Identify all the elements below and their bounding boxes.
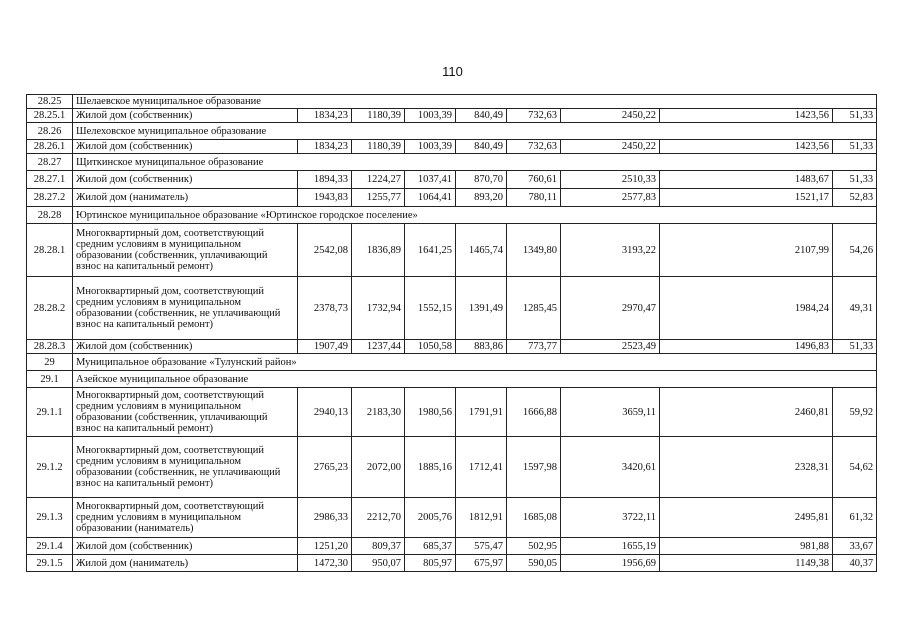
value-cell-6: 2577,83 bbox=[561, 189, 660, 207]
value-cell-6: 3420,61 bbox=[561, 437, 660, 498]
table-row bbox=[27, 140, 877, 154]
value-cell-4: 575,47 bbox=[456, 538, 507, 555]
value-cell-8: 51,33 bbox=[833, 109, 877, 123]
value-cell-4: 1812,91 bbox=[456, 498, 507, 538]
row-code: 29 bbox=[27, 354, 73, 371]
section-title: Муниципальное образование «Тулунский район» bbox=[73, 354, 877, 371]
value-cell-4: 883,86 bbox=[456, 340, 507, 354]
value-cell-7: 1483,67 bbox=[660, 171, 833, 189]
row-code: 28.28.1 bbox=[27, 224, 73, 277]
value-cell-8: 61,32 bbox=[833, 498, 877, 538]
table-row bbox=[27, 437, 877, 498]
row-description: Многоквартирный дом, соответствующий средним условиям в муниципальном образовании (собственник, уплачивающий взнос на капитальный ремонт) bbox=[73, 224, 298, 277]
table-row bbox=[27, 555, 877, 572]
row-code: 29.1.2 bbox=[27, 437, 73, 498]
value-cell-2: 2072,00 bbox=[352, 437, 405, 498]
section-row bbox=[27, 371, 877, 388]
value-cell-7: 1423,56 bbox=[660, 140, 833, 154]
value-cell-8: 54,26 bbox=[833, 224, 877, 277]
row-code: 28.27.1 bbox=[27, 171, 73, 189]
page-number: 110 bbox=[442, 64, 463, 79]
value-cell-3: 805,97 bbox=[405, 555, 456, 572]
value-cell-5: 760,61 bbox=[507, 171, 561, 189]
value-cell-3: 1552,15 bbox=[405, 277, 456, 340]
row-code: 28.28.3 bbox=[27, 340, 73, 354]
table-row bbox=[27, 109, 877, 123]
value-cell-3: 1050,58 bbox=[405, 340, 456, 354]
value-cell-2: 2212,70 bbox=[352, 498, 405, 538]
value-cell-5: 502,95 bbox=[507, 538, 561, 555]
value-cell-5: 780,11 bbox=[507, 189, 561, 207]
value-cell-6: 2450,22 bbox=[561, 140, 660, 154]
value-cell-4: 893,20 bbox=[456, 189, 507, 207]
section-row bbox=[27, 95, 877, 109]
value-cell-5: 1666,88 bbox=[507, 388, 561, 437]
value-cell-8: 54,62 bbox=[833, 437, 877, 498]
table-row bbox=[27, 340, 877, 354]
value-cell-7: 981,88 bbox=[660, 538, 833, 555]
table-row bbox=[27, 538, 877, 555]
value-cell-1: 1943,83 bbox=[298, 189, 352, 207]
value-cell-2: 1255,77 bbox=[352, 189, 405, 207]
value-cell-2: 1237,44 bbox=[352, 340, 405, 354]
section-title: Юртинское муниципальное образование «Юртинское городское поселение» bbox=[73, 207, 877, 224]
value-cell-6: 1956,69 bbox=[561, 555, 660, 572]
value-cell-1: 1834,23 bbox=[298, 109, 352, 123]
value-cell-1: 1834,23 bbox=[298, 140, 352, 154]
section-row bbox=[27, 354, 877, 371]
row-code: 28.27.2 bbox=[27, 189, 73, 207]
row-description: Многоквартирный дом, соответствующий средним условиям в муниципальном образовании (собственник, уплачивающий взнос на капитальный ремонт) bbox=[73, 388, 298, 437]
row-code: 29.1.5 bbox=[27, 555, 73, 572]
row-code: 28.26 bbox=[27, 123, 73, 140]
value-cell-2: 1180,39 bbox=[352, 109, 405, 123]
section-title: Щиткинское муниципальное образование bbox=[73, 154, 877, 171]
value-cell-2: 950,07 bbox=[352, 555, 405, 572]
value-cell-2: 1180,39 bbox=[352, 140, 405, 154]
value-cell-6: 2510,33 bbox=[561, 171, 660, 189]
value-cell-4: 1791,91 bbox=[456, 388, 507, 437]
value-cell-7: 1496,83 bbox=[660, 340, 833, 354]
value-cell-2: 809,37 bbox=[352, 538, 405, 555]
value-cell-3: 1003,39 bbox=[405, 140, 456, 154]
table-row bbox=[27, 189, 877, 207]
row-description: Многоквартирный дом, соответствующий средним условиям в муниципальном образовании (наниматель) bbox=[73, 498, 298, 538]
row-code: 29.1.3 bbox=[27, 498, 73, 538]
value-cell-7: 2107,99 bbox=[660, 224, 833, 277]
value-cell-3: 1885,16 bbox=[405, 437, 456, 498]
table-row bbox=[27, 277, 877, 340]
value-cell-3: 2005,76 bbox=[405, 498, 456, 538]
row-code: 29.1 bbox=[27, 371, 73, 388]
value-cell-8: 49,31 bbox=[833, 277, 877, 340]
value-cell-1: 1907,49 bbox=[298, 340, 352, 354]
section-title: Шелеховское муниципальное образование bbox=[73, 123, 877, 140]
table-row bbox=[27, 498, 877, 538]
value-cell-5: 732,63 bbox=[507, 109, 561, 123]
value-cell-1: 2986,33 bbox=[298, 498, 352, 538]
tariff-table bbox=[26, 94, 877, 572]
value-cell-5: 1349,80 bbox=[507, 224, 561, 277]
value-cell-5: 590,05 bbox=[507, 555, 561, 572]
value-cell-1: 1251,20 bbox=[298, 538, 352, 555]
section-row bbox=[27, 207, 877, 224]
row-code: 28.26.1 bbox=[27, 140, 73, 154]
row-description: Многоквартирный дом, соответствующий средним условиям в муниципальном образовании (собственник, не уплачивающий взнос на капитальный ремонт) bbox=[73, 277, 298, 340]
value-cell-6: 2450,22 bbox=[561, 109, 660, 123]
value-cell-4: 870,70 bbox=[456, 171, 507, 189]
value-cell-6: 3659,11 bbox=[561, 388, 660, 437]
row-description: Жилой дом (собственник) bbox=[73, 538, 298, 555]
value-cell-1: 2940,13 bbox=[298, 388, 352, 437]
value-cell-7: 1521,17 bbox=[660, 189, 833, 207]
value-cell-2: 1836,89 bbox=[352, 224, 405, 277]
row-code: 28.25 bbox=[27, 95, 73, 109]
value-cell-3: 1003,39 bbox=[405, 109, 456, 123]
value-cell-4: 1391,49 bbox=[456, 277, 507, 340]
row-description: Жилой дом (наниматель) bbox=[73, 555, 298, 572]
table-row bbox=[27, 224, 877, 277]
value-cell-1: 1472,30 bbox=[298, 555, 352, 572]
value-cell-1: 1894,33 bbox=[298, 171, 352, 189]
value-cell-6: 2970,47 bbox=[561, 277, 660, 340]
section-row bbox=[27, 123, 877, 140]
value-cell-2: 2183,30 bbox=[352, 388, 405, 437]
value-cell-7: 2460,81 bbox=[660, 388, 833, 437]
value-cell-5: 1285,45 bbox=[507, 277, 561, 340]
value-cell-2: 1224,27 bbox=[352, 171, 405, 189]
row-code: 29.1.1 bbox=[27, 388, 73, 437]
value-cell-8: 59,92 bbox=[833, 388, 877, 437]
value-cell-6: 1655,19 bbox=[561, 538, 660, 555]
value-cell-8: 52,83 bbox=[833, 189, 877, 207]
value-cell-7: 1423,56 bbox=[660, 109, 833, 123]
value-cell-5: 773,77 bbox=[507, 340, 561, 354]
section-title: Шелаевское муниципальное образование bbox=[73, 95, 877, 109]
row-description: Жилой дом (собственник) bbox=[73, 171, 298, 189]
row-code: 28.25.1 bbox=[27, 109, 73, 123]
section-row bbox=[27, 154, 877, 171]
row-description: Жилой дом (наниматель) bbox=[73, 189, 298, 207]
value-cell-3: 1064,41 bbox=[405, 189, 456, 207]
value-cell-1: 2542,08 bbox=[298, 224, 352, 277]
value-cell-5: 732,63 bbox=[507, 140, 561, 154]
value-cell-5: 1685,08 bbox=[507, 498, 561, 538]
value-cell-1: 2765,23 bbox=[298, 437, 352, 498]
value-cell-8: 40,37 bbox=[833, 555, 877, 572]
table-row bbox=[27, 171, 877, 189]
value-cell-6: 2523,49 bbox=[561, 340, 660, 354]
value-cell-4: 840,49 bbox=[456, 109, 507, 123]
value-cell-6: 3193,22 bbox=[561, 224, 660, 277]
value-cell-7: 2328,31 bbox=[660, 437, 833, 498]
value-cell-7: 1149,38 bbox=[660, 555, 833, 572]
row-description: Жилой дом (собственник) bbox=[73, 109, 298, 123]
value-cell-5: 1597,98 bbox=[507, 437, 561, 498]
row-code: 28.28 bbox=[27, 207, 73, 224]
value-cell-2: 1732,94 bbox=[352, 277, 405, 340]
value-cell-4: 1712,41 bbox=[456, 437, 507, 498]
value-cell-6: 3722,11 bbox=[561, 498, 660, 538]
row-code: 28.28.2 bbox=[27, 277, 73, 340]
value-cell-7: 2495,81 bbox=[660, 498, 833, 538]
row-code: 29.1.4 bbox=[27, 538, 73, 555]
value-cell-7: 1984,24 bbox=[660, 277, 833, 340]
value-cell-3: 685,37 bbox=[405, 538, 456, 555]
value-cell-4: 1465,74 bbox=[456, 224, 507, 277]
row-description: Многоквартирный дом, соответствующий средним условиям в муниципальном образовании (собственник, не уплачивающий взнос на капитальный ремонт) bbox=[73, 437, 298, 498]
value-cell-4: 675,97 bbox=[456, 555, 507, 572]
table-row bbox=[27, 388, 877, 437]
row-description: Жилой дом (собственник) bbox=[73, 140, 298, 154]
row-description: Жилой дом (собственник) bbox=[73, 340, 298, 354]
section-title: Азейское муниципальное образование bbox=[73, 371, 877, 388]
value-cell-8: 51,33 bbox=[833, 340, 877, 354]
value-cell-8: 33,67 bbox=[833, 538, 877, 555]
value-cell-1: 2378,73 bbox=[298, 277, 352, 340]
value-cell-3: 1980,56 bbox=[405, 388, 456, 437]
value-cell-3: 1641,25 bbox=[405, 224, 456, 277]
value-cell-8: 51,33 bbox=[833, 171, 877, 189]
value-cell-3: 1037,41 bbox=[405, 171, 456, 189]
row-code: 28.27 bbox=[27, 154, 73, 171]
value-cell-8: 51,33 bbox=[833, 140, 877, 154]
value-cell-4: 840,49 bbox=[456, 140, 507, 154]
